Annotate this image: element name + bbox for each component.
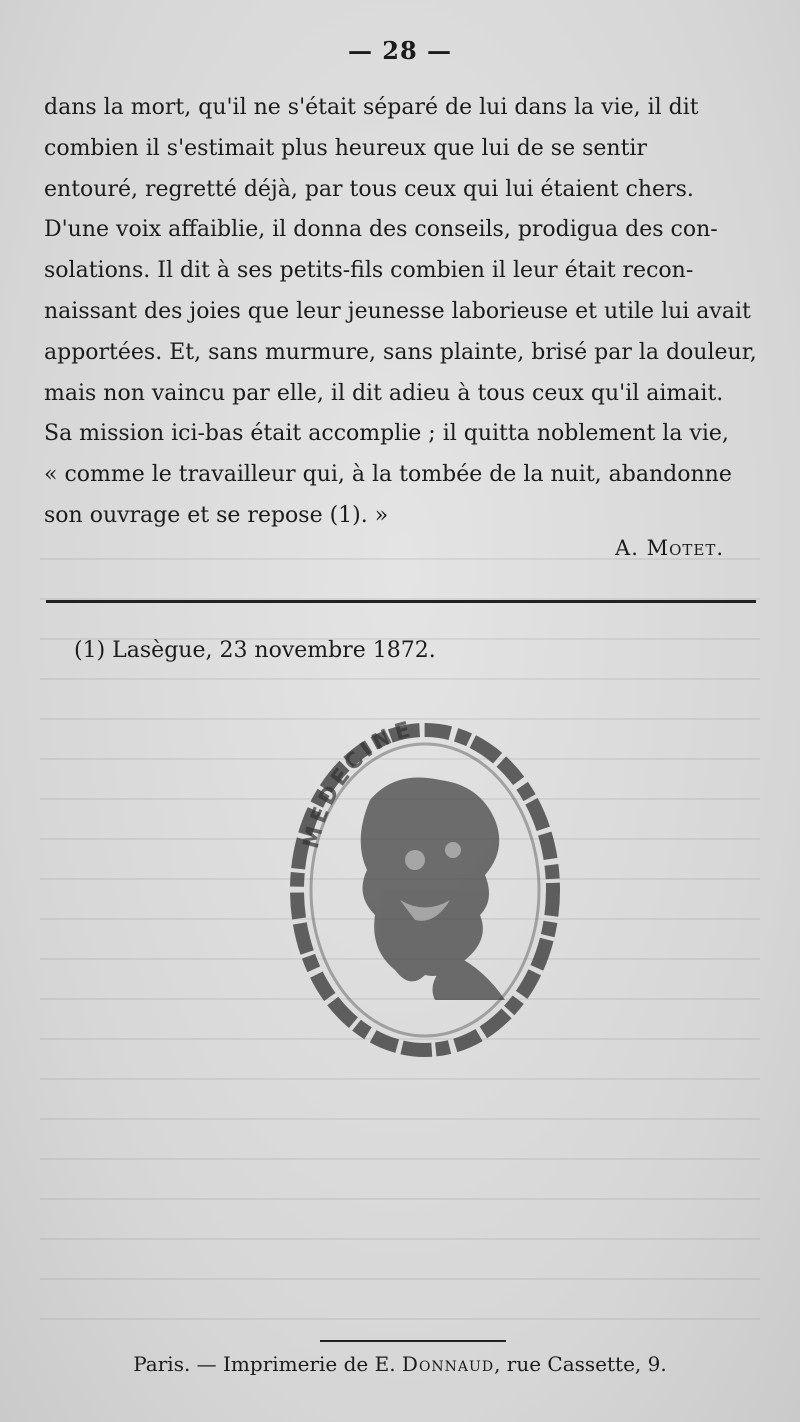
- page-number: — 28 —: [347, 36, 453, 65]
- printer-name: Donnaud: [401, 1352, 495, 1376]
- text-line: D'une voix affaiblie, il donna des conseils, prodigua des con-: [44, 217, 718, 243]
- text-line: Sa mission ici-bas était accomplie ; il quitta noblement la vie,: [44, 421, 729, 447]
- imprint-suffix: , rue Cassette, 9.: [494, 1352, 667, 1376]
- imprint-prefix: Paris. — Imprimerie de E.: [133, 1352, 402, 1376]
- text-line: solations. Il dit à ses petits-fils combien il leur était recon-: [44, 258, 694, 284]
- author-signature: A. Motet.: [615, 536, 724, 560]
- stamp-inscription: MEDECINE: [298, 716, 417, 852]
- text-line: combien il s'estimait plus heureux que lui de se sentir: [44, 135, 647, 161]
- main-text: [44, 88, 760, 537]
- text-line: « comme le travailleur qui, à la tombée de la nuit, abandonne: [44, 462, 732, 488]
- imprint-divider: [320, 1340, 506, 1342]
- footnote-divider: [46, 600, 756, 603]
- text-line: naissant des joies que leur jeunesse laborieuse et utile lui avait: [44, 298, 751, 324]
- text-line: apportées. Et, sans murmure, sans plainte, brisé par la douleur,: [44, 339, 757, 365]
- text-line: mais non vaincu par elle, il dit adieu à tous ceux qu'il aimait.: [44, 380, 724, 406]
- footnote: (1) Lasègue, 23 novembre 1872.: [74, 638, 436, 663]
- library-stamp-icon: [275, 700, 575, 1060]
- text-line: son ouvrage et se repose (1). »: [44, 502, 389, 528]
- text-line: entouré, regretté déjà, par tous ceux qui lui étaient chers.: [44, 176, 694, 202]
- printer-imprint: [0, 1352, 800, 1376]
- text-line: dans la mort, qu'il ne s'était séparé de lui dans la vie, il dit: [44, 95, 699, 120]
